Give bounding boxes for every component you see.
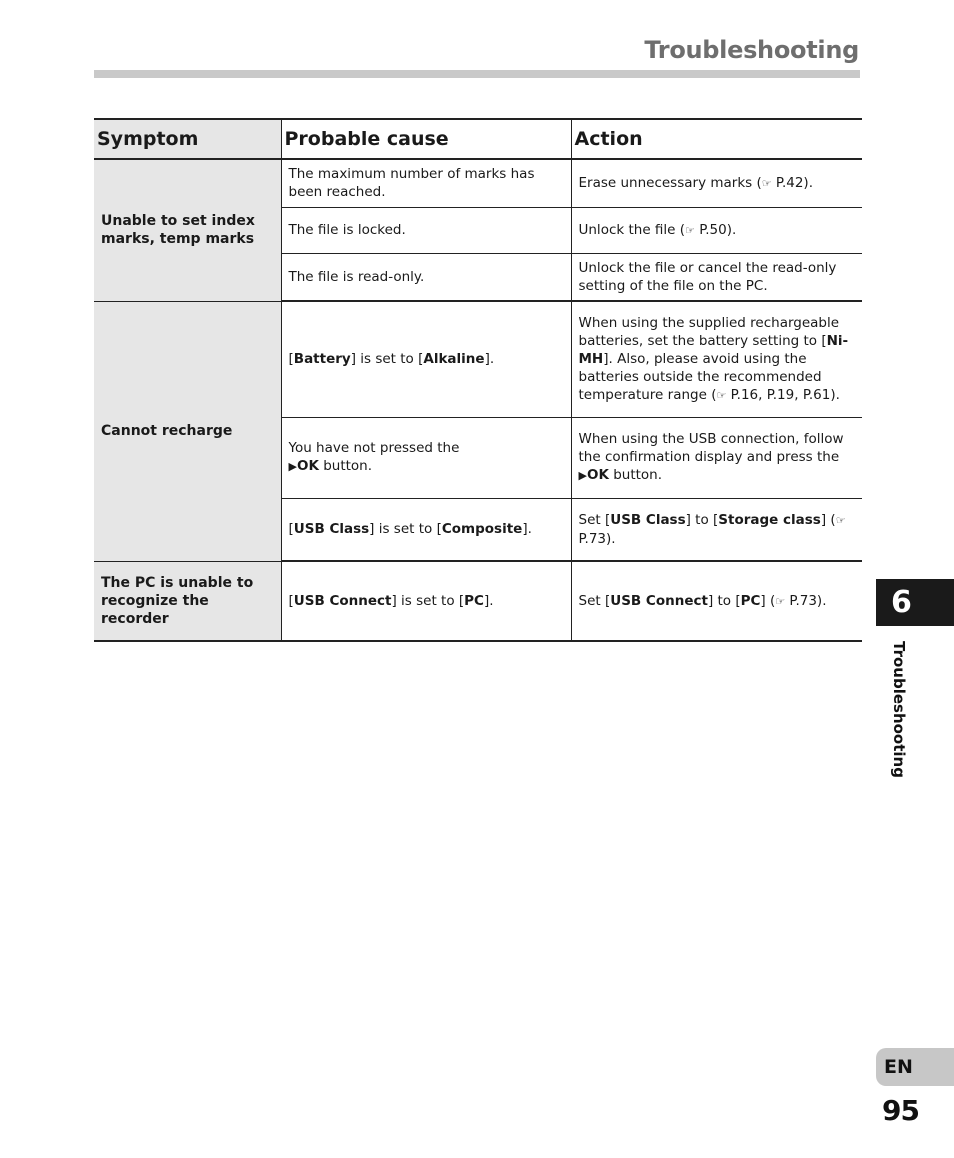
cause-cell: The file is read-only. — [281, 253, 571, 301]
symptom-cell: The PC is unable to recognize the recorder — [94, 561, 281, 641]
chapter-number-tab: 6 — [876, 579, 954, 626]
pointing-hand-icon: ☞ — [835, 513, 846, 527]
language-tab: EN — [876, 1048, 954, 1086]
cause-cell: [USB Connect] is set to [PC]. — [281, 561, 571, 641]
chapter-side-label: Troubleshooting — [890, 641, 908, 778]
symptom-cell: Cannot recharge — [94, 301, 281, 561]
action-cell: When using the supplied rechargeable batteries, set the battery setting to [Ni-MH]. Also, please avoid using the batteries outside the recommended temperature range (☞ P.16, P.19, P.61). — [571, 301, 862, 417]
cause-cell: The maximum number of marks has been reached. — [281, 159, 571, 207]
pointing-hand-icon: ☞ — [685, 223, 695, 237]
header-probable-cause: Probable cause — [281, 119, 571, 159]
action-cell: Unlock the file or cancel the read-only setting of the file on the PC. — [571, 253, 862, 301]
action-cell: Unlock the file (☞ P.50). — [571, 207, 862, 253]
action-cell: Erase unnecessary marks (☞ P.42). — [571, 159, 862, 207]
pointing-hand-icon: ☞ — [775, 594, 786, 608]
table-row — [94, 301, 862, 417]
play-arrow-icon: ▶ — [288, 460, 297, 473]
symptom-cell: Unable to set index marks, temp marks — [94, 159, 281, 301]
action-cell: Set [USB Class] to [Storage class] (☞ P.73). — [571, 498, 862, 561]
action-cell: When using the USB connection, follow the confirmation display and press the ▶OK button. — [571, 417, 862, 498]
table-row — [94, 561, 862, 641]
table-header-row — [94, 119, 862, 159]
pointing-hand-icon: ☞ — [761, 176, 772, 190]
action-cell: Set [USB Connect] to [PC] (☞ P.73). — [571, 561, 862, 641]
page-number: 95 — [882, 1094, 919, 1127]
header-action: Action — [571, 119, 862, 159]
header-symptom: Symptom — [94, 119, 281, 159]
page-title: Troubleshooting — [644, 36, 859, 64]
title-underline-bar — [94, 70, 860, 78]
cause-cell: The file is locked. — [281, 207, 571, 253]
pointing-hand-icon: ☞ — [716, 388, 727, 402]
play-arrow-icon: ▶ — [578, 469, 587, 482]
table-row — [94, 159, 862, 207]
cause-cell: You have not pressed the ▶OK button. — [281, 417, 571, 498]
cause-cell: [Battery] is set to [Alkaline]. — [281, 301, 571, 417]
cause-cell: [USB Class] is set to [Composite]. — [281, 498, 571, 561]
troubleshooting-table — [94, 118, 862, 642]
